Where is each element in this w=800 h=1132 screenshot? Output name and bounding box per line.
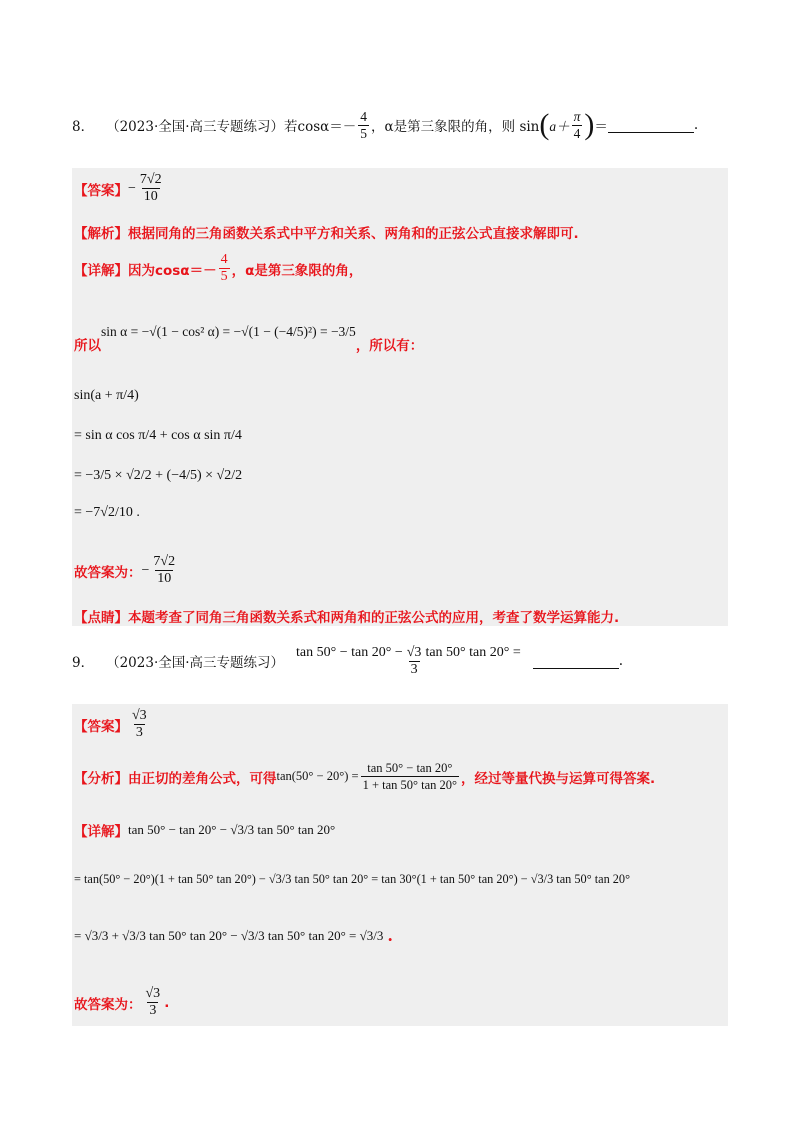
question-source: （2023·全国·高三专题练习） xyxy=(106,119,285,135)
period: . xyxy=(693,117,699,133)
paren-open: ( xyxy=(539,108,550,141)
answer-blank[interactable] xyxy=(533,654,619,669)
comment-line xyxy=(74,606,619,626)
question-number: 8． xyxy=(72,119,95,135)
answer-line xyxy=(74,708,151,741)
period: . xyxy=(618,653,624,669)
detail-label: 【详解】 xyxy=(74,824,128,840)
final-label: 故答案为： xyxy=(74,564,142,581)
detail-text: 因为cosα＝－ xyxy=(128,262,217,279)
math-arg: a＋ xyxy=(549,119,570,134)
answer-blank[interactable] xyxy=(608,118,694,133)
answer-line xyxy=(74,172,166,205)
math-expression: tan 50° − tan 20° − √3/3 tan 50° tan 20° xyxy=(128,822,336,837)
answer-label: 【答案】 xyxy=(74,718,128,735)
math-expression: sin α = −√(1 − cos² α) = −√(1 − (−4/5)²) = −3/5 xyxy=(101,324,356,339)
fraction: $\frac{7√2}{10}$ xyxy=(139,172,162,204)
analysis-label: 【解析】 xyxy=(74,226,128,242)
fraction: $\frac{4}{5}$ xyxy=(220,252,228,284)
final-answer-line xyxy=(74,554,179,587)
step-4: = −7√2/10 . xyxy=(74,505,140,520)
minus-sign: − xyxy=(141,562,150,578)
analysis-text: 根据同角的三角函数关系式中平方和关系、两角和的正弦公式直接求解即可. xyxy=(128,226,579,242)
step-3: = −3/5 × √2/2 + (−4/5) × √2/2 xyxy=(74,468,243,483)
analysis-line xyxy=(74,222,579,242)
analysis-text: 由正切的差角公式，可得 xyxy=(128,770,277,787)
answer-box-9 xyxy=(72,704,728,1026)
detail-line xyxy=(74,252,362,285)
analysis-line xyxy=(74,760,655,793)
comment-text: 本题考查了同角三角函数关系式和两角和的正弦公式的应用，考查了数学运算能力. xyxy=(128,610,620,626)
fraction: $\frac{7√2}{10}$ xyxy=(153,554,176,586)
equals-sign: ＝ xyxy=(594,119,608,135)
question-expression: tan 50° − tan 20° − xyxy=(296,645,403,660)
period: . xyxy=(164,994,170,1011)
detail-line-3 xyxy=(74,926,393,945)
final-label: 故答案为： xyxy=(74,996,142,1013)
analysis-label: 【分析】 xyxy=(74,770,128,787)
question-text: 若cosα＝－ xyxy=(284,119,357,135)
math-expression: = √3/3 + √3/3 tan 50° tan 20° − √3/3 tan 50° tan 20° = √3/3 xyxy=(74,927,384,943)
detail-line xyxy=(74,820,335,840)
detail-label: 【详解】 xyxy=(74,262,128,279)
question-expression: tan 50° tan 20° = xyxy=(425,645,521,660)
so-label: 所以 xyxy=(74,338,101,354)
so-tail: ，所以有： xyxy=(355,338,424,354)
step-1: sin(a + π/4) xyxy=(74,388,139,403)
final-answer-line xyxy=(74,986,169,1019)
minus-sign: − xyxy=(128,180,136,196)
analysis-text: ，经过等量代换与运算可得答案. xyxy=(461,770,656,787)
question-8 xyxy=(72,100,698,150)
fraction: $\frac{√3}{3}$ xyxy=(132,708,147,740)
math-expression: tan(50° − 20°) = xyxy=(276,769,359,783)
so-line xyxy=(74,310,423,354)
fraction: $\frac{√3}{3}$ xyxy=(406,644,422,677)
fraction: $\frac{√3}{3}$ xyxy=(145,986,161,1018)
question-number: 9． xyxy=(72,655,95,671)
detail-text: ，α是第三象限的角， xyxy=(231,262,363,279)
paren-close: ) xyxy=(584,108,595,141)
period: . xyxy=(387,926,393,945)
fraction: $\frac{4}{5}$ xyxy=(360,108,368,141)
comment-label: 【点睛】 xyxy=(74,610,128,626)
question-9 xyxy=(72,636,623,686)
answer-label: 【答案】 xyxy=(74,182,128,199)
question-source: （2023·全国·高三专题练习） xyxy=(106,655,285,671)
question-text: ，α是第三象限的角，则 sin xyxy=(371,119,540,135)
fraction: $\frac{\pi}{4}$ xyxy=(573,108,581,141)
step-2: = sin α cos π/4 + cos α sin π/4 xyxy=(74,428,242,443)
detail-line-2: = tan(50° − 20°)(1 + tan 50° tan 20°) − √3/3 tan 50° tan 20° = tan 30°(1 + tan 50° tan 20°) − √3/3 tan 50° tan 20° xyxy=(74,872,631,886)
fraction: $\frac{\tan 50^\circ - \tan 20^\circ}{1 + \tan 50^\circ \tan 20^\circ}$ xyxy=(362,761,458,792)
